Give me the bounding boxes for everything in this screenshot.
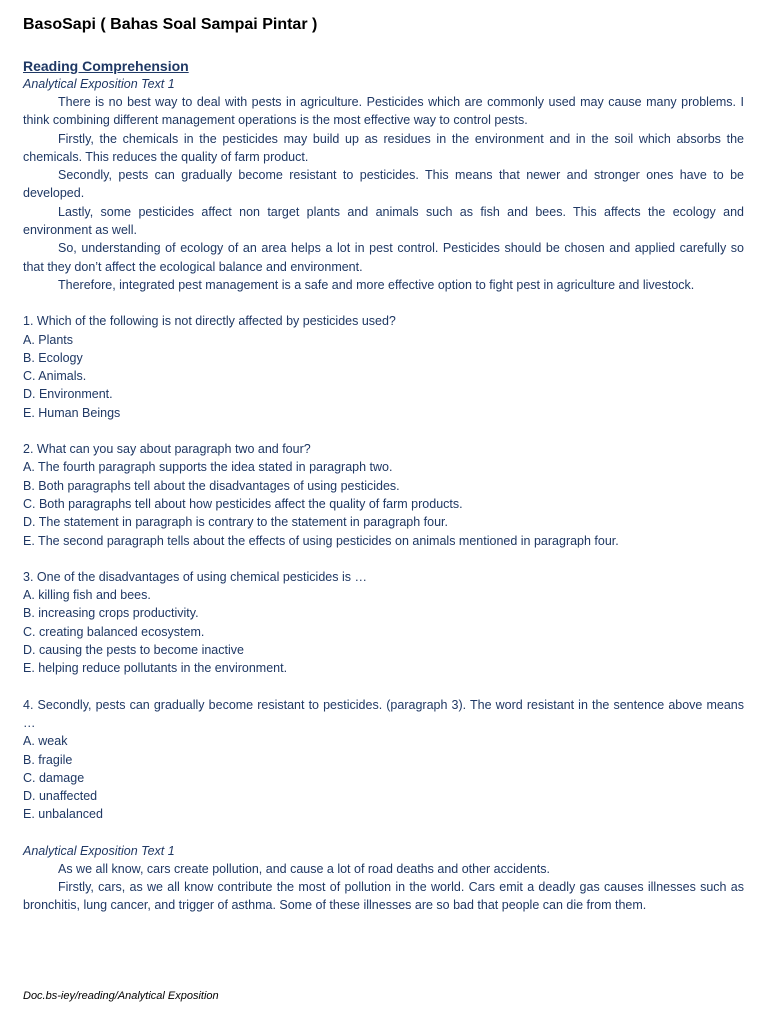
question-2-option-e: E. The second paragraph tells about the effects of using pesticides on animals mentioned in paragraph four.	[23, 533, 619, 548]
text1-paragraph-5: So, understanding of ecology of an area helps a lot in pest control. Pesticides should be chosen and applied carefully so that they don’t affect the ecological balance and environment.	[23, 241, 744, 274]
question-3-option-d: D. causing the pests to become inactive	[23, 643, 244, 658]
question-3-option-a: A. killing fish and bees.	[23, 588, 151, 603]
text2-paragraph-1: As we all know, cars create pollution, and cause a lot of road deaths and other accidents.	[58, 861, 550, 876]
question-2-option-d: D. The statement in paragraph is contrary to the statement in paragraph four.	[23, 515, 449, 530]
question-4	[23, 696, 744, 824]
question-1-text: 1. Which of the following is not directly affected by pesticides used?	[23, 314, 396, 329]
document-footer: Doc.bs-iey/reading/Analytical Exposition	[23, 990, 219, 1002]
document-title: BasoSapi ( Bahas Soal Sampai Pintar )	[23, 16, 318, 33]
question-3-option-c: C. creating balanced ecosystem.	[23, 624, 205, 639]
question-1-option-a: A. Plants	[23, 332, 74, 347]
text1-paragraph-6: Therefore, integrated pest management is a safe and more effective option to fight pest in agriculture and livestock.	[58, 277, 695, 292]
text1-paragraph-4: Lastly, some pesticides affect non target plants and animals such as fish and bees. This affects the ecology and environment as well.	[23, 204, 744, 238]
question-4-option-c: C. damage	[23, 770, 85, 785]
text1-title: Analytical Exposition Text 1	[23, 77, 175, 91]
question-4-option-e: E. unbalanced	[23, 807, 103, 822]
text2-title: Analytical Exposition Text 1	[23, 843, 175, 858]
question-1-option-c: C. Animals.	[23, 369, 87, 384]
question-2-text: 2. What can you say about paragraph two and four?	[23, 442, 311, 457]
section-heading: Reading Comprehension	[23, 58, 189, 74]
question-1-option-d: D. Environment.	[23, 387, 113, 402]
text1-paragraph-3: Secondly, pests can gradually become resistant to pesticides. This means that newer and stronger ones have to be developed.	[23, 168, 744, 201]
question-3-option-b: B. increasing crops productivity.	[23, 606, 199, 621]
question-3	[23, 568, 744, 678]
question-2	[23, 440, 744, 550]
text2-paragraph-2: Firstly, cars, as we all know contribute the most of pollution in the world. Cars emit a deadly gas causes illnesses such as bronchitis, lung cancer, and trigger of asthma. Some of these illnesses are so bad that people can die from them.	[23, 879, 744, 913]
question-1	[23, 312, 744, 422]
question-4-option-b: B. fragile	[23, 752, 73, 767]
question-2-option-b: B. Both paragraphs tell about the disadvantages of using pesticides.	[23, 478, 400, 493]
question-4-option-a: A. weak	[23, 734, 68, 749]
question-1-option-b: B. Ecology	[23, 350, 83, 365]
question-1-option-e: E. Human Beings	[23, 405, 121, 420]
document-page	[23, 14, 744, 915]
text1-paragraph-1: There is no best way to deal with pests in agriculture. Pesticides which are commonly used may cause many problems. I think combining different management operations is the most effective way to control pests.	[23, 95, 744, 128]
question-2-option-c: C. Both paragraphs tell about how pesticides affect the quality of farm products.	[23, 496, 463, 511]
question-3-option-e: E. helping reduce pollutants in the environment.	[23, 661, 288, 676]
question-2-option-a: A. The fourth paragraph supports the idea stated in paragraph two.	[23, 460, 393, 475]
question-4-text: 4. Secondly, pests can gradually become resistant to pesticides. (paragraph 3). The word resistant in the sentence above means …	[23, 697, 744, 730]
text1-paragraph-2: Firstly, the chemicals in the pesticides may build up as residues in the environment and in the soil which absorbs the chemicals. This reduces the quality of farm product.	[23, 131, 744, 164]
question-4-option-d: D. unaffected	[23, 789, 98, 804]
question-3-text: 3. One of the disadvantages of using chemical pesticides is …	[23, 569, 367, 584]
